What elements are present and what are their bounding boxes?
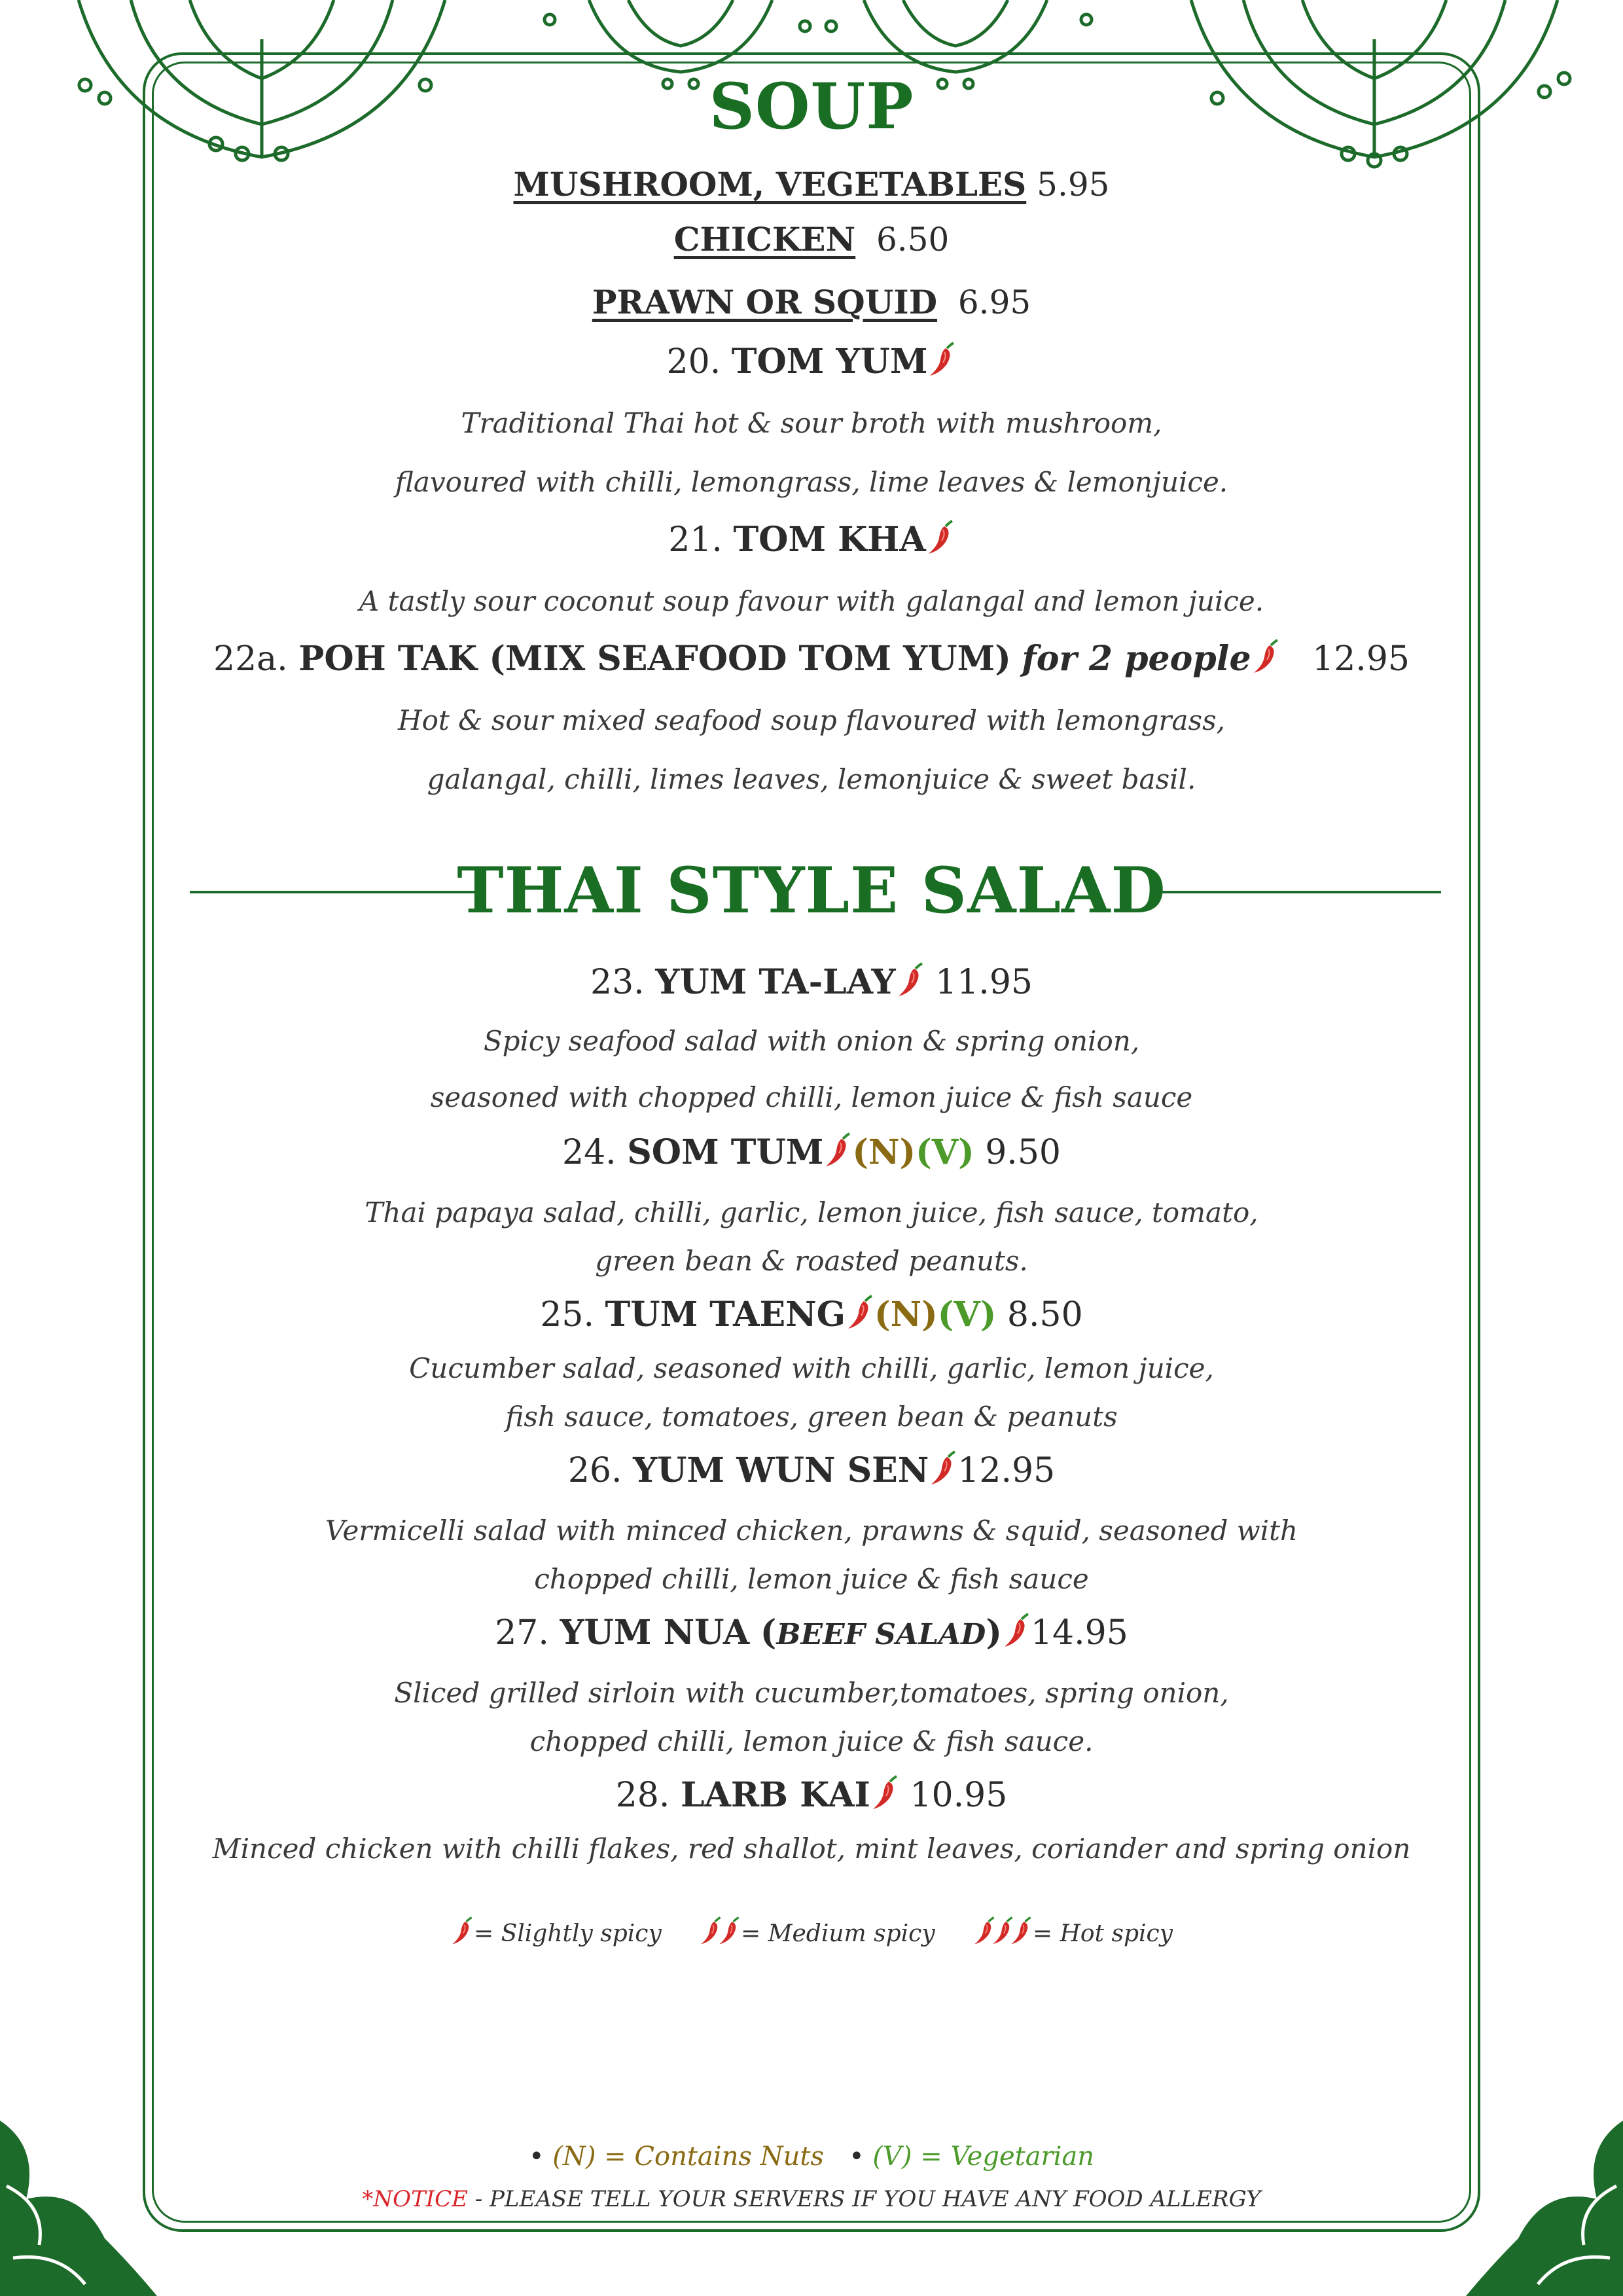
item-description: Minced chicken with chilli flakes, red shallot, mint leaves, coriander and spring onion [212,1833,1411,1865]
item-number: 21. [668,520,722,560]
soup-price-row [0,283,1623,321]
item-name: YUM NUA [560,1613,750,1653]
item-description: Cucumber salad, seasoned with chilli, garlic, lemon juice, [409,1352,1214,1384]
menu-item-title [0,1450,1623,1490]
spice-legend [0,1916,1623,1947]
bullet-icon: • [528,2142,544,2172]
item-name: YUM TA-LAY [655,962,896,1002]
item-description: Vermicelli salad with minced chicken, prawns & squid, seasoned with [325,1515,1298,1547]
item-description: green bean & roasted peanuts. [595,1245,1028,1277]
item-number: 22a. [213,639,288,679]
menu-item-title [0,1295,1623,1335]
chili-icon [1002,1613,1031,1648]
menu-item-title [0,962,1623,1002]
item-name: YUM WUN SEN [633,1450,929,1490]
item-description: chopped chilli, lemon juice & fish sauce. [529,1725,1094,1757]
item-price: 12.95 [1312,639,1410,679]
vegetarian-tag: (V) [916,1132,974,1172]
item-price: 14.95 [1030,1613,1128,1653]
soup-price-value: 6.50 [876,221,950,259]
menu-item-title: 27. YUM NUA (BEEF SALAD) 14.95 [495,1613,1128,1653]
item-name: POH TAK (MIX SEAFOOD TOM YUM) [298,639,1011,679]
soup-price-row [0,165,1623,204]
soup-price-value: 6.95 [957,283,1031,321]
vegetarian-key: (V) = Vegetarian [872,2142,1095,2172]
chili-icon [896,962,925,997]
item-price: 11.95 [935,963,1033,1002]
item-description: chopped chilli, lemon juice & fish sauce [534,1563,1089,1595]
chili-icon [929,1450,957,1486]
legend-hot: = Hot spicy [1032,1920,1173,1947]
item-price: 10.95 [910,1776,1008,1815]
soup-price-row [0,220,1623,259]
item-number: 26. [567,1451,622,1490]
item-serving-note: for 2 people [1022,639,1251,679]
soup-heading: SOUP [709,69,914,143]
dietary-key [0,2142,1623,2172]
item-description: Thai papaya salad, chilli, garlic, lemon juice, fish sauce, tomato, [365,1196,1258,1229]
item-description: Traditional Thai hot & sour broth with mushroom, [461,407,1162,439]
item-name: TUM TAENG [605,1295,846,1335]
item-number: 25. [540,1295,595,1335]
item-description: galangal, chilli, limes leaves, lemonjuice & sweet basil. [427,763,1196,795]
item-name: TOM KHA [733,520,926,560]
item-name: SOM TUM [627,1132,824,1172]
soup-price-label: PRAWN OR SQUID [592,283,938,321]
nuts-tag: (N) [874,1295,938,1335]
chili-icon [870,1775,899,1810]
item-number: 24. [562,1133,616,1172]
chili-icon [846,1295,874,1330]
chili-icon [823,1132,852,1168]
menu-item-title [0,520,1623,560]
item-price: 9.50 [985,1133,1061,1172]
legend-medium: = Medium spicy [741,1920,935,1947]
bullet-icon: • [849,2142,865,2172]
soup-price-label: CHICKEN [673,220,856,259]
item-description: flavoured with chilli, lemongrass, lime leaves & lemonjuice. [395,466,1228,498]
item-name: LARB KAI [680,1775,870,1815]
item-description: Sliced grilled sirloin with cucumber,tomatoes, spring onion, [394,1677,1229,1709]
item-description: fish sauce, tomatoes, green bean & peanuts [505,1401,1118,1433]
nuts-tag: (N) [852,1132,916,1172]
item-price: 12.95 [957,1451,1056,1490]
item-number: 23. [590,963,645,1002]
legend-slight: = Slightly spicy [473,1920,662,1947]
chili-icon [450,1916,474,1945]
chili-icon [717,1916,741,1945]
notice-text: - PLEASE TELL YOUR SERVERS IF YOU HAVE ANY FOOD ALLERGY [467,2186,1261,2212]
chili-icon [1251,639,1280,674]
nuts-key: (N) = Contains Nuts [552,2142,824,2172]
chili-icon [1009,1916,1033,1945]
item-number: 20. [666,342,721,382]
vegetarian-tag: (V) [937,1295,997,1335]
chili-icon [927,342,956,377]
item-number: 28. [615,1776,670,1815]
item-description: A tastly sour coconut soup favour with galangal and lemon juice. [359,585,1264,617]
menu-item-title [0,639,1623,679]
menu-item-title [0,1775,1623,1815]
salad-heading: THAI STYLE SALAD [457,853,1166,927]
notice-label: *NOTICE [362,2186,468,2212]
soup-price-value: 5.95 [1037,166,1110,204]
menu-item-title [0,342,1623,382]
item-price: 8.50 [1007,1295,1083,1335]
soup-price-label: MUSHROOM, VEGETABLES [513,165,1027,204]
item-description: Hot & sour mixed seafood soup flavoured with lemongrass, [397,704,1226,736]
item-description: Spicy seafood salad with onion & spring onion, [483,1025,1140,1057]
item-description: seasoned with chopped chilli, lemon juice & fish sauce [430,1081,1193,1113]
item-number: 27. [495,1613,549,1653]
chili-icon [926,520,955,555]
allergy-notice [0,2186,1623,2212]
menu-item-title [0,1132,1623,1172]
item-subtitle: BEEF SALAD [776,1618,986,1651]
item-name: TOM YUM [731,342,928,382]
